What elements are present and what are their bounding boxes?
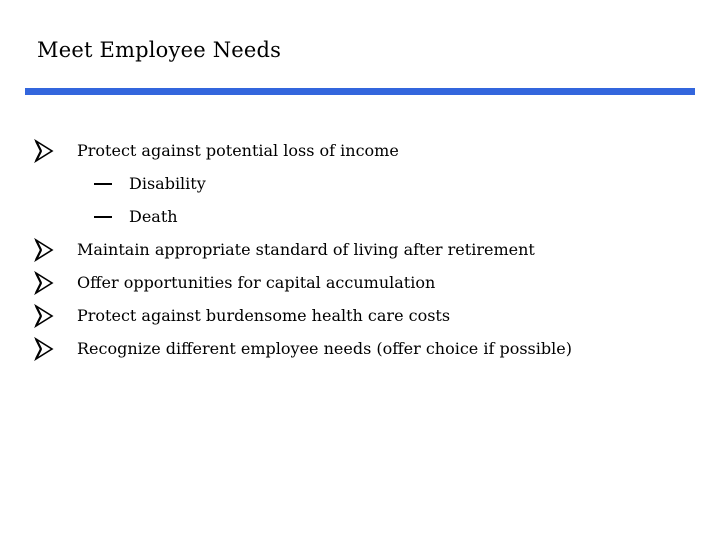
dash-bullet-icon [94,183,112,185]
list-item [0,270,720,303]
arrow-bullet-icon [33,237,55,263]
arrow-bullet-icon [33,336,55,362]
list-item [0,336,720,369]
list-item [0,138,720,171]
bullet-text: Protect against potential loss of income [77,141,399,160]
list-item [0,171,720,204]
slide-title: Meet Employee Needs [37,38,282,62]
arrow-bullet-icon [33,270,55,296]
subbullet-text: Death [129,207,178,226]
bullet-text: Protect against burdensome health care costs [77,306,451,325]
bullet-list [0,138,720,369]
arrow-bullet-icon [33,138,55,164]
arrow-bullet-icon [33,303,55,329]
bullet-text: Maintain appropriate standard of living after retirement [77,240,535,259]
subbullet-text: Disability [129,174,206,193]
list-item [0,303,720,336]
bullet-text: Offer opportunities for capital accumulation [77,273,436,292]
list-item [0,204,720,237]
list-item [0,237,720,270]
bullet-text: Recognize different employee needs (offer choice if possible) [77,339,572,358]
title-divider [25,88,695,95]
dash-bullet-icon [94,216,112,218]
